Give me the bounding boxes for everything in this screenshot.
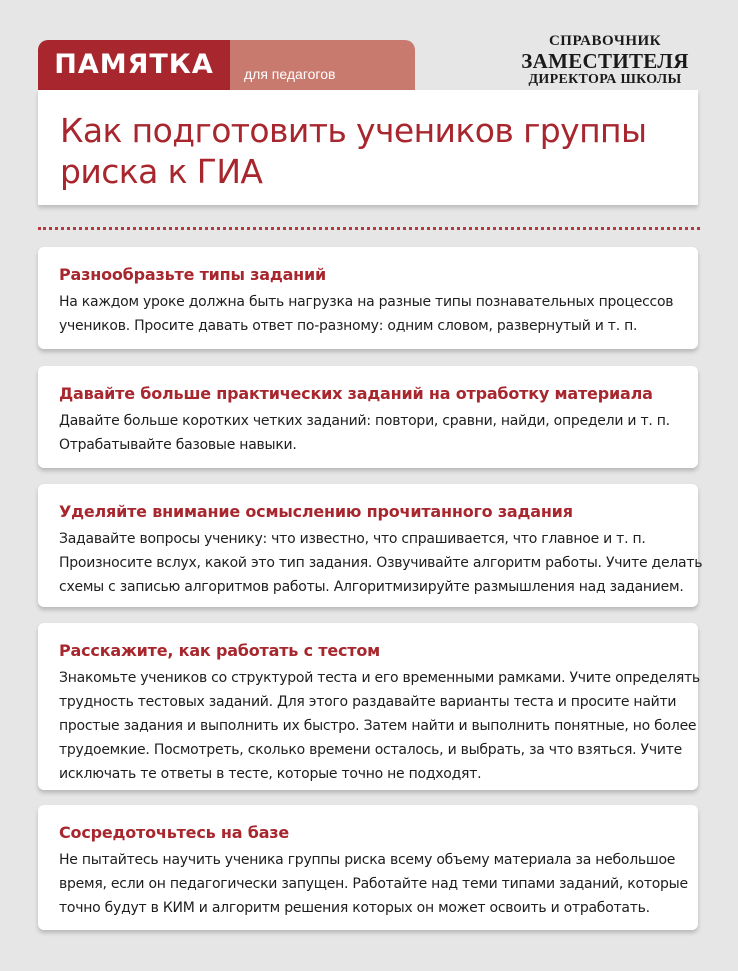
title-panel <box>38 90 698 205</box>
tip-card-practice <box>38 366 698 468</box>
tip-body-line: Отрабатывайте базовые навыки. <box>59 437 297 453</box>
tip-card-focus-basics <box>38 805 698 930</box>
tip-body-line: Давайте больше коротких четких заданий: повтори, сравни, найди, определи и т. п. <box>59 413 670 429</box>
tip-body-line: исключать те ответы в тесте, которые точно не подходят. <box>59 766 482 782</box>
tip-heading: Давайте больше практических заданий на отработку материала <box>59 384 653 403</box>
tip-heading: Разнообразьте типы заданий <box>59 265 327 284</box>
dotted-divider <box>38 227 700 230</box>
tip-body-line: На каждом уроке должна быть нагрузка на разные типы познавательных процессов <box>59 294 674 310</box>
memo-badge: ПАМЯТКА <box>38 40 230 90</box>
tip-body-line: трудность тестовых заданий. Для этого раздавайте варианты теста и просите найти <box>59 694 677 710</box>
tip-card-task-types <box>38 247 698 349</box>
tip-body <box>59 290 684 338</box>
tip-body-line: простые задания и выполнить их быстро. Затем найти и выполнить понятные, но более <box>59 718 697 734</box>
memo-audience-label: для педагогов <box>230 40 415 90</box>
logo-line-3: ДИРЕКТОРА ШКОЛЫ <box>528 72 682 87</box>
tip-body-line: время, если он педагогически запущен. Работайте над теми типами заданий, которые <box>59 876 688 892</box>
tip-body-line: точно будут в КИМ и алгоритм решения которых он может освоить и отработать. <box>59 900 650 916</box>
publication-logo <box>500 33 710 88</box>
logo-line-1: СПРАВОЧНИК <box>548 33 662 49</box>
tip-body-line: трудоемкие. Посмотреть, сколько времени осталось, и выбрать, за что взяться. Учите <box>59 742 682 758</box>
tip-heading: Уделяйте внимание осмыслению прочитанного задания <box>59 502 573 521</box>
tip-body <box>59 409 684 457</box>
tip-body <box>59 666 700 786</box>
tip-card-comprehension <box>38 484 703 607</box>
logo-line-2: ЗАМЕСТИТЕЛЯ <box>521 49 689 73</box>
tip-body <box>59 527 703 599</box>
page-title-line-2: риска к ГИА <box>60 152 263 191</box>
tip-body <box>59 848 688 920</box>
tip-body-line: Произносите вслух, какой это тип задания. Озвучивайте алгоритм работы. Учите делать <box>59 555 703 571</box>
page-title <box>60 110 678 192</box>
tip-heading: Сосредоточьтесь на базе <box>59 823 290 842</box>
tip-body-line: схемы с записью алгоритмов работы. Алгоритмизируйте размышления над заданием. <box>59 579 684 595</box>
tip-body-line: учеников. Просите давать ответ по-разному: одним словом, развернутый и т. п. <box>59 318 638 334</box>
tip-body-line: Знакомьте учеников со структурой теста и его временными рамками. Учите определять <box>59 670 700 686</box>
tip-heading: Расскажите, как работать с тестом <box>59 641 380 660</box>
tip-body-line: Задавайте вопросы ученику: что известно, что спрашивается, что главное и т. п. <box>59 531 646 547</box>
tip-body-line: Не пытайтесь научить ученика группы риска всему объему материала за небольшое <box>59 852 676 868</box>
page-title-line-1: Как подготовить учеников группы <box>60 111 647 150</box>
tip-card-test-work <box>38 623 698 790</box>
